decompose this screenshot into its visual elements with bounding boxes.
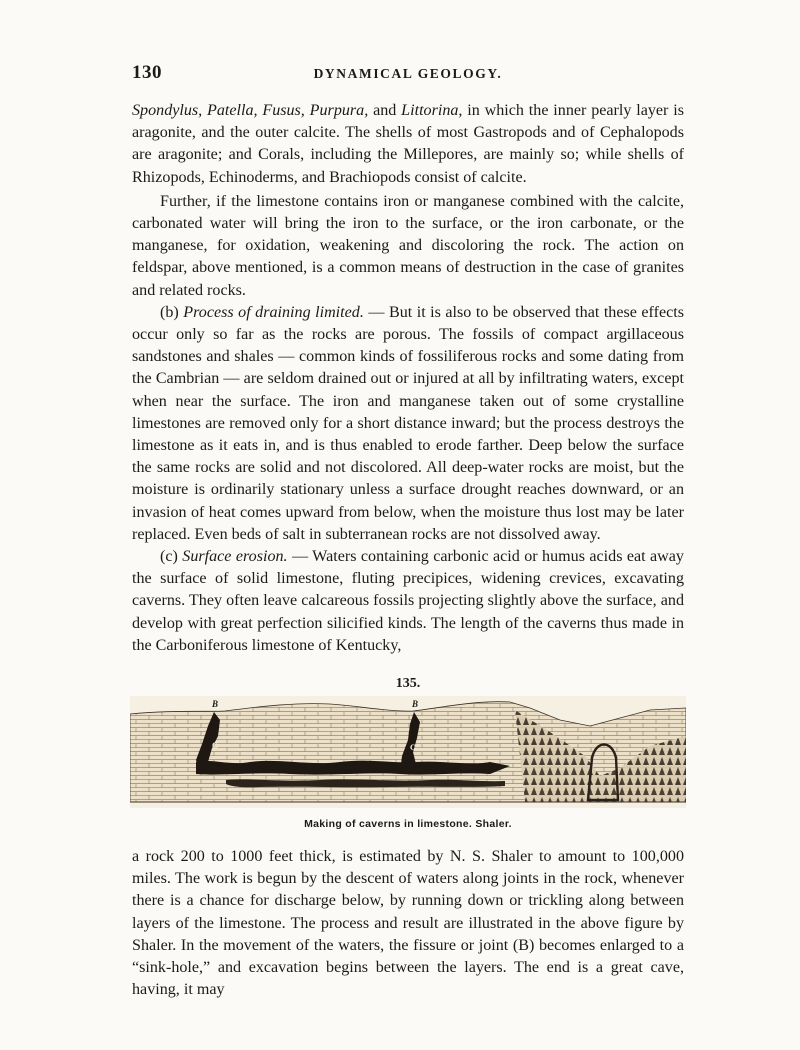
figure-caption: Making of caverns in limestone. Shaler.	[304, 818, 512, 830]
paragraph-cavern-length: a rock 200 to 1000 feet thick, is estimated by N. S. Shaler to amount to 100,000 miles. The work is begun by the descent of waters along joints in the rock, whenever there is a chance for discharge below, by running down or trickling along between layers of the limestone. The process and result are illustrated in the above figure by Shaler. In the movement of the waters, the fissure or joint (B) becomes enlarged to a “sink-hole,” and excavation begins between the layers. The end is a great cave, having, it may	[132, 848, 684, 999]
lower-cavern	[226, 779, 505, 787]
label-b-right: B	[412, 699, 419, 709]
running-head: DYNAMICAL GEOLOGY.	[313, 66, 503, 81]
page-number: 130	[132, 62, 162, 83]
body-text-lower	[132, 846, 684, 1001]
page-header	[132, 62, 684, 88]
paragraph-draining-limited	[132, 302, 684, 546]
figure-number: 135.	[395, 676, 421, 691]
cavern-illustration	[130, 696, 686, 808]
section-label-c: (c)	[160, 548, 183, 566]
paragraph-text: — But it is also to be observed that these effects occur only so far as the rocks are porous. The fossils of compact argillaceous sandstones and shales — common kinds of fossiliferous rocks and some dating from the Cambrian — are seldom drained out or injured at all by infiltrating waters, except when near the surface. The iron and manganese taken out of some crystalline limestones are removed only for a short distance inward; but the process destroys the limestone as it eats in, and is thus enabled to erode farther. Deep below the surface the same rocks are solid and not discolored. All deep-water rocks are moist, but the moisture is ordinarily stationary unless a surface drought reaches downward, or an invasion of heat comes upward from below, when the moisture thus lost may be later replaced. Even beds of salt in subterranean rocks are not dissolved away.	[132, 303, 684, 543]
section-heading-erosion: Surface erosion.	[182, 548, 288, 566]
section-heading-draining: Process of draining limited.	[183, 303, 364, 321]
genus-littorina: Littorina,	[401, 102, 463, 119]
label-b-left: B	[212, 699, 219, 709]
conjunction: and	[368, 102, 402, 119]
body-text-upper	[132, 100, 684, 657]
paragraph-surface-erosion	[132, 546, 684, 657]
genus-list: Spondylus, Patella, Fusus, Purpura,	[132, 102, 369, 119]
paragraph-shell-minerals	[132, 100, 684, 189]
paragraph-iron-manganese: Further, if the limestone contains iron or manganese combined with the calcite, carbonated water will bring the iron to the surface, or the iron carbonate, or the manganese, for oxidation, weakening and discoloring the rock. The action on feldspar, above mentioned, is a common means of destruction in the case of granites and related rocks.	[132, 192, 684, 299]
label-c-left: C	[212, 741, 218, 750]
section-label-b: (b)	[160, 303, 184, 321]
label-c-right: C	[410, 743, 416, 752]
paragraph-text: — Waters containing carbonic acid or humus acids eat away the surface of solid limestone, fluting precipices, widening crevices, excavating caverns. They often leave calcareous fossils projecting slightly above the surface, and develop with great perfection silicified kinds. The length of the caverns thus made in the Carboniferous limestone of Kentucky,	[132, 548, 684, 654]
paragraph-text: in which the inner pearly layer is aragonite, and the outer calcite. The shells of most Gastropods and of Cephalopods are aragonite; and Corals, including the Millepores, are mainly so; while shells of Rhizopods, Echinoderms, and Brachiopods consist of calcite.	[132, 102, 684, 186]
